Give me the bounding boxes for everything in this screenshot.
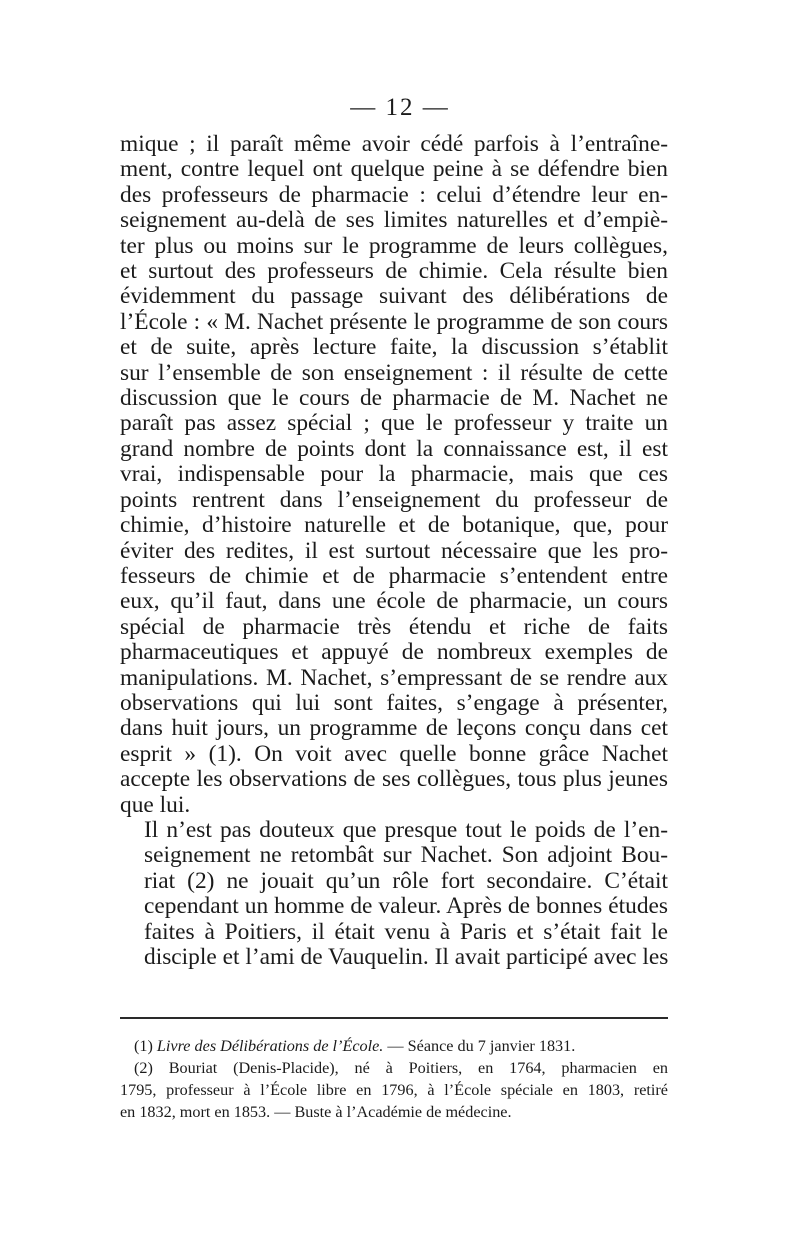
text-line: paraît pas assez spécial ; que le professeur y traite un bbox=[120, 410, 668, 437]
text-line: et surtout des professeurs de chimie. Cela résulte bien bbox=[120, 258, 668, 285]
text-line: seignement au-delà de ses limites naturelles et d’empiè- bbox=[120, 207, 668, 234]
text-line: fesseurs de chimie et de pharmacie s’entendent entre bbox=[120, 562, 668, 589]
paragraph-2 bbox=[120, 818, 668, 970]
text-line: pharmaceutiques et appuyé de nombreux exemples de bbox=[120, 639, 668, 666]
text-line: vrai, indispensable pour la pharmacie, mais que ces bbox=[120, 461, 668, 488]
paragraph-1 bbox=[120, 132, 668, 818]
text-line: mique ; il paraît même avoir cédé parfois à l’entraîne- bbox=[120, 131, 668, 157]
text-line: sur l’ensemble de son enseignement : il résulte de cette bbox=[120, 359, 668, 386]
footnote-1-detail: — Séance du 7 janvier 1831. bbox=[383, 1037, 576, 1055]
text-line: évidemment du passage suivant des délibérations de bbox=[120, 283, 668, 310]
text-line: cependant un homme de valeur. Après de bonnes études bbox=[144, 893, 668, 920]
text-line: l’École : « M. Nachet présente le programme de son cours bbox=[120, 308, 668, 335]
text-line: observations qui lui sont faites, s’engage à présenter, bbox=[120, 689, 668, 716]
body-text bbox=[120, 132, 668, 970]
text-line: ment, contre lequel ont quelque peine à se défendre bien bbox=[120, 156, 668, 183]
text-line: spécial de pharmacie très étendu et riche de faits bbox=[120, 613, 668, 640]
text-line: riat (2) ne jouait qu’un rôle fort secondaire. C’était bbox=[144, 867, 668, 894]
footnotes bbox=[120, 1035, 668, 1123]
text-line: eux, qu’il faut, dans une école de pharmacie, un cours bbox=[120, 588, 668, 615]
text-line: manipulations. M. Nachet, s’empressant de se rendre aux bbox=[120, 664, 668, 691]
footnote-separator bbox=[120, 1017, 668, 1019]
footnote-1-title: Livre des Délibérations de l’École. bbox=[156, 1037, 384, 1055]
text-line: que lui. bbox=[120, 791, 191, 818]
text-line: ter plus ou moins sur le programme de leurs collègues, bbox=[120, 232, 668, 259]
text-line: des professeurs de pharmacie : celui d’étendre leur en- bbox=[120, 181, 668, 208]
text-line: accepte les observations de ses collègues, tous plus jeunes bbox=[120, 766, 668, 793]
text-line: faites à Poitiers, il était venu à Paris et s’était fait le bbox=[144, 918, 668, 945]
text-line: Il n’est pas douteux que presque tout le poids de l’en- bbox=[144, 816, 668, 843]
footnote-2-line: en 1832, mort en 1853. — Buste à l’Académie de médecine. bbox=[120, 1103, 512, 1121]
text-line: éviter des redites, il est surtout nécessaire que les pro- bbox=[120, 537, 668, 564]
text-line: discussion que le cours de pharmacie de M. Nachet ne bbox=[120, 385, 668, 412]
footnote-2-line: 1795, professeur à l’École libre en 1796, à l’École spéciale en 1803, retiré bbox=[120, 1081, 668, 1099]
page-number: — 12 — bbox=[350, 94, 450, 121]
text-line: seignement ne retombât sur Nachet. Son adjoint Bou- bbox=[144, 842, 668, 869]
text-line: et de suite, après lecture faite, la discussion s’établit bbox=[120, 334, 668, 361]
text-line: dans huit jours, un programme de leçons conçu dans cet bbox=[120, 715, 668, 742]
text-line: esprit » (1). On voit avec quelle bonne grâce Nachet bbox=[120, 740, 668, 767]
text-line: disciple et l’ami de Vauquelin. Il avait participé avec les bbox=[144, 944, 669, 970]
footnote-1-marker: (1) bbox=[134, 1037, 153, 1055]
text-line: chimie, d’histoire naturelle et de botanique, que, pour bbox=[120, 512, 668, 539]
footnote-1 bbox=[120, 1035, 668, 1057]
text-line: grand nombre de points dont la connaissance est, il est bbox=[120, 435, 668, 462]
footnote-2-line: (2) Bouriat (Denis-Placide), né à Poitiers, en 1764, pharmacien en bbox=[134, 1059, 668, 1077]
text-line: points rentrent dans l’enseignement du professeur de bbox=[120, 486, 668, 513]
